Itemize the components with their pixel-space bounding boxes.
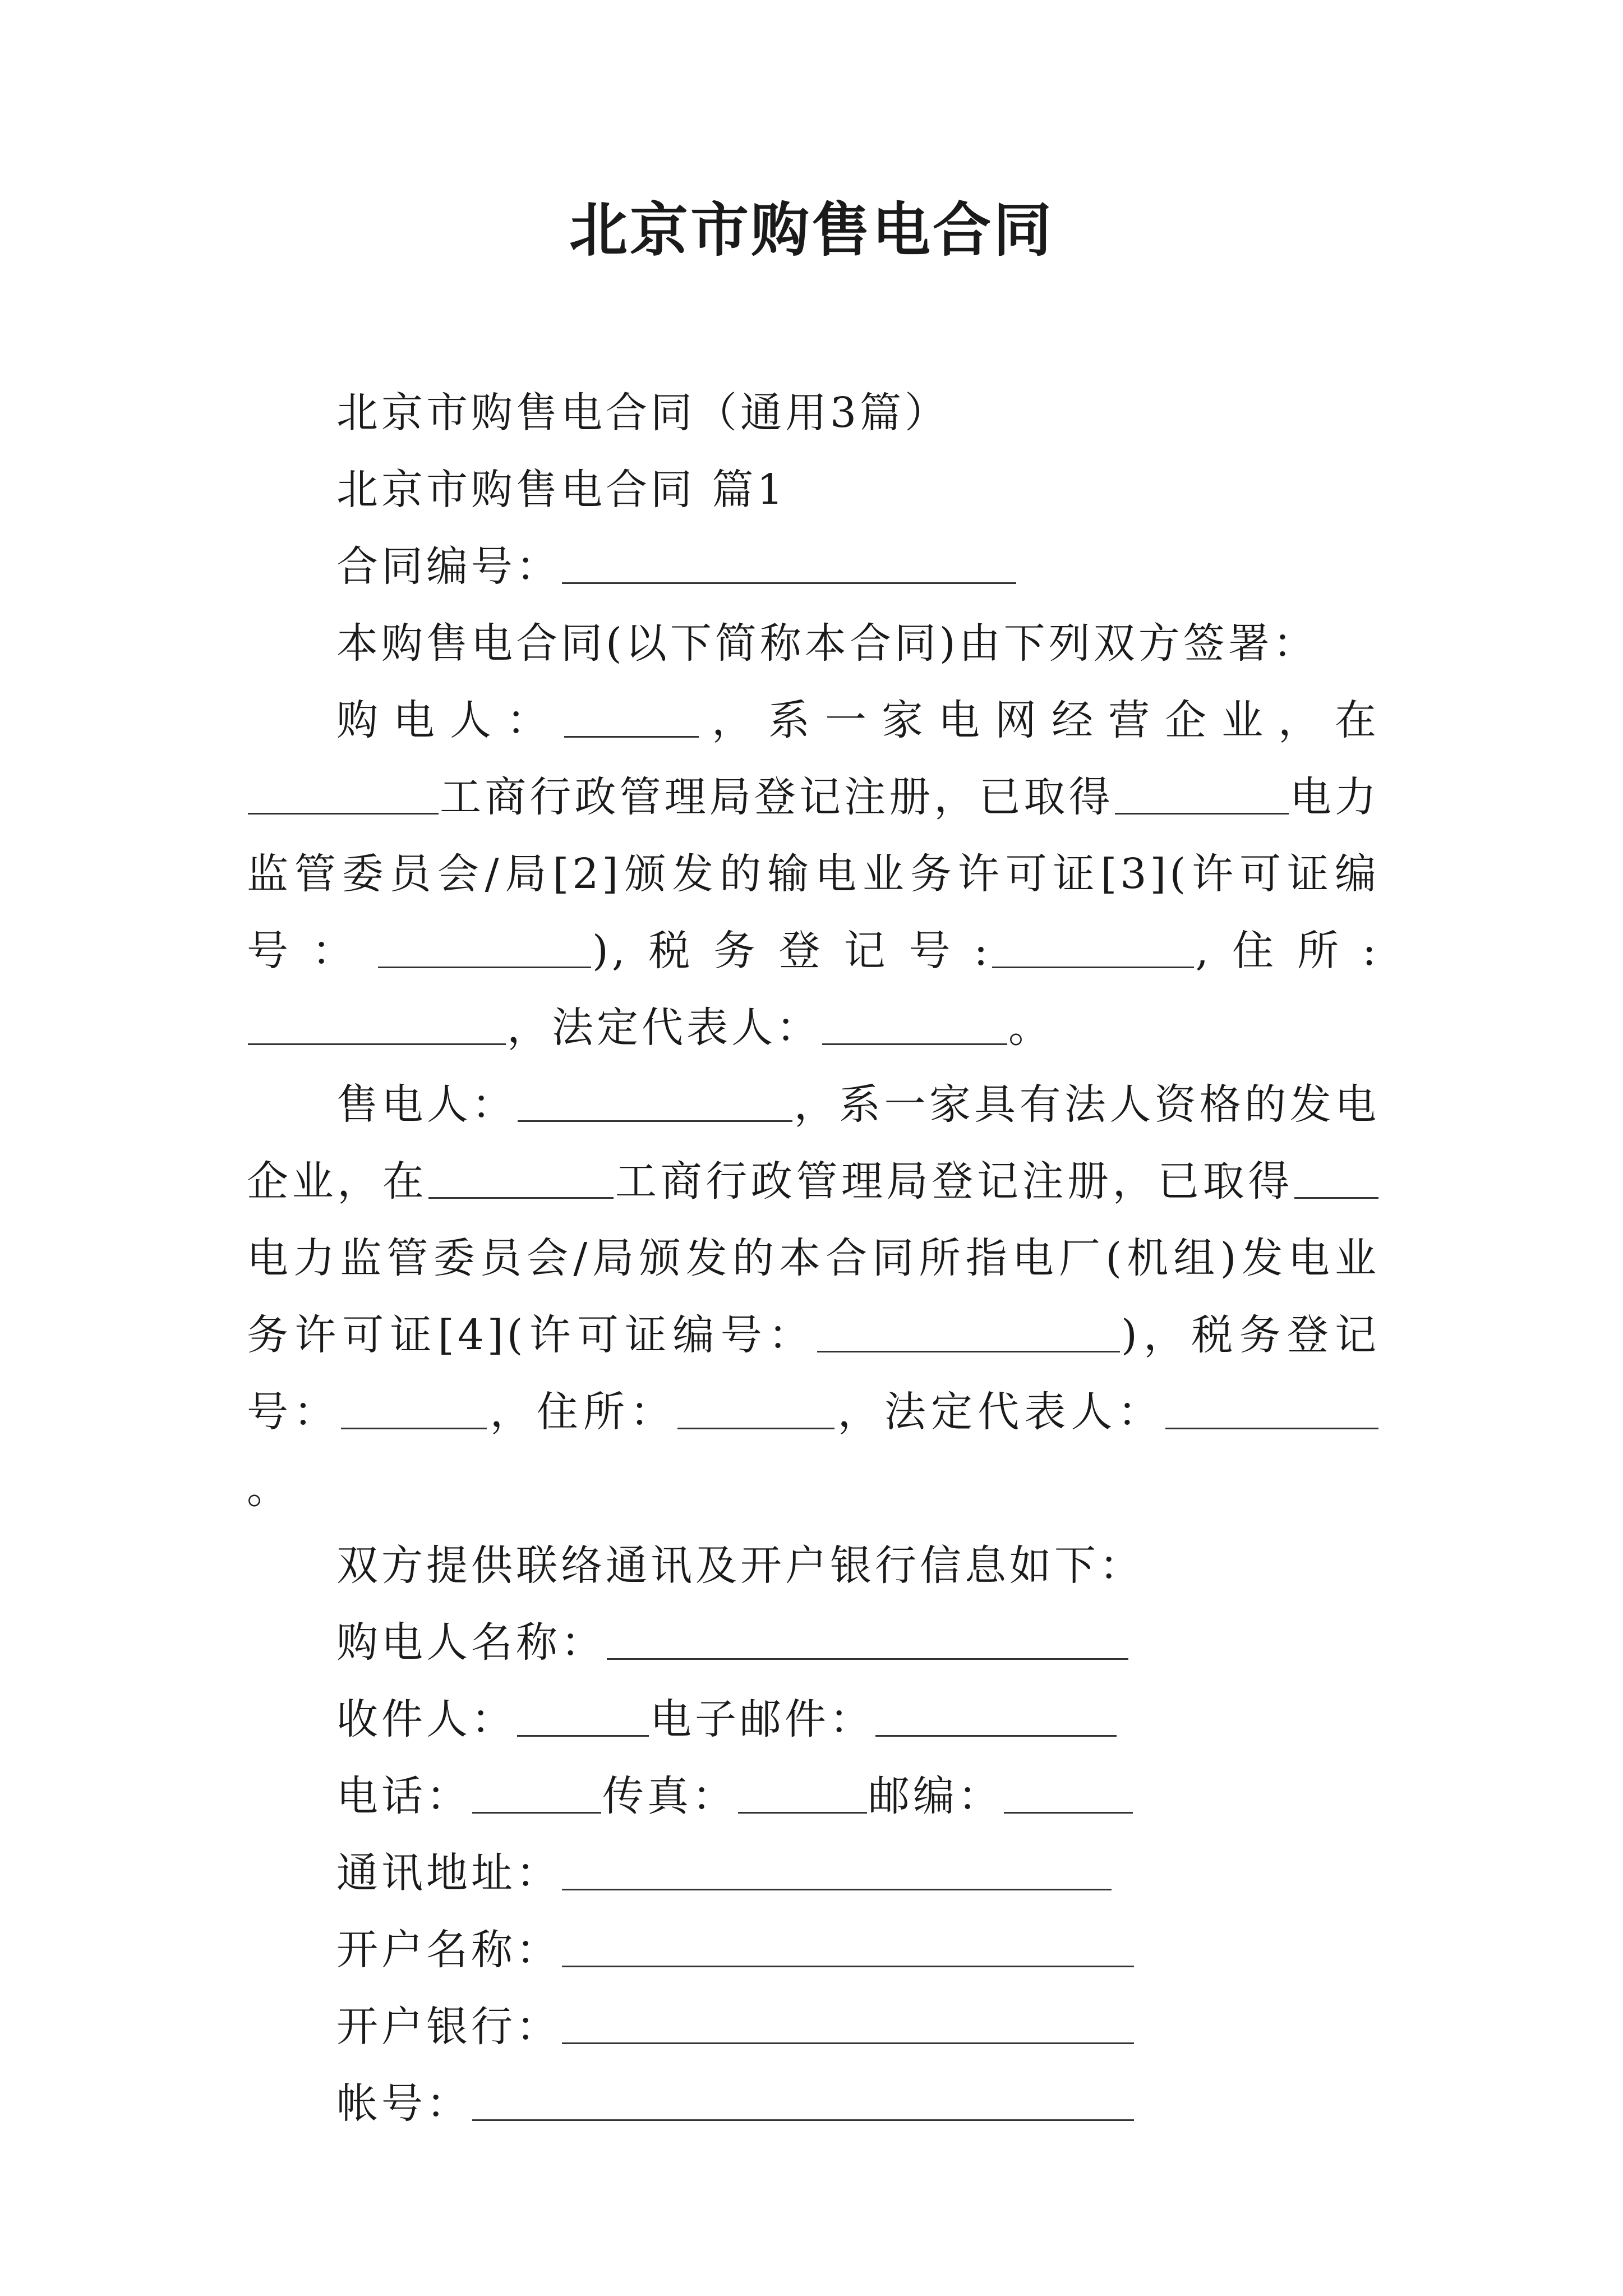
- seller-text-5: )，税务登记号：: [247, 1311, 1380, 1436]
- seller-text-2: ，系一家具有法人资格的发电企业，在: [247, 1080, 1380, 1205]
- buyer-name-line: [247, 1604, 1380, 1681]
- buyer-text-1: 购电人：: [336, 696, 563, 744]
- fax-field[interactable]: [738, 1773, 867, 1814]
- recipient-line: [247, 1681, 1380, 1758]
- buyer-text-2: ，系一家电网经营企业，在: [700, 696, 1380, 744]
- buyer-address-blank[interactable]: [248, 1004, 506, 1045]
- seller-legal-rep-blank[interactable]: [1165, 1388, 1378, 1429]
- buyer-text-5: ),税务登记号:: [592, 927, 992, 975]
- seller-license-blank[interactable]: [817, 1312, 1120, 1352]
- seller-paragraph: [247, 1066, 1380, 1527]
- buyer-text-7: ，法定代表人：: [507, 1004, 821, 1052]
- section-heading: 北京市购售电合同 篇1: [336, 466, 787, 514]
- contract-number-line: [247, 528, 1380, 605]
- address-label: 通讯地址：: [336, 1849, 561, 1897]
- bank-label: 开户银行：: [336, 2003, 561, 2051]
- postal-field[interactable]: [1004, 1773, 1133, 1814]
- buyer-text-4: 电力监管委员会/局[2]颁发的输电业务许可证[3](许可证编号：: [247, 773, 1380, 975]
- email-label: 电子邮件：: [650, 1695, 874, 1743]
- account-number-field[interactable]: [472, 2080, 1134, 2121]
- buyer-commission-blank[interactable]: [1115, 774, 1289, 815]
- buyer-text-8: 。: [1008, 1004, 1053, 1052]
- contact-intro: 双方提供联络通讯及开户银行信息如下：: [336, 1542, 1144, 1590]
- document-body: [247, 375, 1380, 2142]
- page-title: 北京市购售电合同: [569, 195, 1054, 264]
- seller-text-4: 电力监管委员会/局颁发的本合同所指电厂(机组)发电业务许可证[4](许可证编号：: [247, 1234, 1380, 1359]
- seller-commission-blank[interactable]: [1294, 1158, 1378, 1199]
- subtitle: 北京市购售电合同（通用3篇）: [336, 389, 950, 437]
- buyer-tax-blank[interactable]: [992, 927, 1194, 968]
- seller-name-blank[interactable]: [518, 1081, 792, 1122]
- seller-text-6: ，住所：: [488, 1388, 677, 1436]
- email-field[interactable]: [875, 1696, 1117, 1737]
- seller-registration-blank[interactable]: [428, 1158, 614, 1199]
- contract-number-label: 合同编号：: [336, 542, 561, 591]
- buyer-text-3: 工商行政管理局登记注册，已取得: [440, 773, 1114, 821]
- buyer-text-6: ,住所:: [1195, 927, 1380, 975]
- postal-label: 邮编：: [868, 1772, 1003, 1820]
- intro-paragraph: 本购售电合同(以下简称本合同)由下列双方签署：: [336, 619, 1318, 668]
- phone-field[interactable]: [472, 1773, 601, 1814]
- address-field[interactable]: [562, 1849, 1112, 1890]
- bank-line: [247, 1989, 1380, 2065]
- seller-address-blank[interactable]: [677, 1388, 834, 1429]
- buyer-name-field[interactable]: [607, 1619, 1128, 1660]
- seller-text-3: 工商行政管理局登记注册，已取得: [615, 1157, 1294, 1205]
- account-number-label: 帐号：: [336, 2079, 471, 2128]
- fax-label: 传真：: [602, 1772, 737, 1820]
- buyer-name-blank[interactable]: [564, 697, 699, 738]
- account-number-line: [247, 2065, 1380, 2142]
- contract-number-blank[interactable]: [562, 543, 1016, 584]
- seller-text-7: ，法定代表人：: [836, 1388, 1165, 1436]
- phone-label: 电话：: [336, 1772, 471, 1820]
- recipient-field[interactable]: [517, 1696, 649, 1737]
- seller-text-1: 售电人：: [336, 1080, 517, 1129]
- bank-field[interactable]: [562, 2003, 1134, 2044]
- recipient-label: 收件人：: [336, 1695, 516, 1743]
- buyer-license-blank[interactable]: [378, 927, 591, 968]
- buyer-name-label: 购电人名称：: [336, 1618, 606, 1667]
- account-name-label: 开户名称：: [336, 1926, 561, 1974]
- buyer-paragraph: [247, 682, 1380, 1066]
- address-line: [247, 1835, 1380, 1912]
- seller-tax-blank[interactable]: [341, 1388, 487, 1429]
- account-name-field[interactable]: [562, 1926, 1134, 1967]
- seller-text-8: 。: [247, 1465, 292, 1513]
- buyer-registration-blank[interactable]: [248, 774, 439, 815]
- account-name-line: [247, 1912, 1380, 1989]
- phone-line: [247, 1758, 1380, 1835]
- buyer-legal-rep-blank[interactable]: [822, 1004, 1007, 1045]
